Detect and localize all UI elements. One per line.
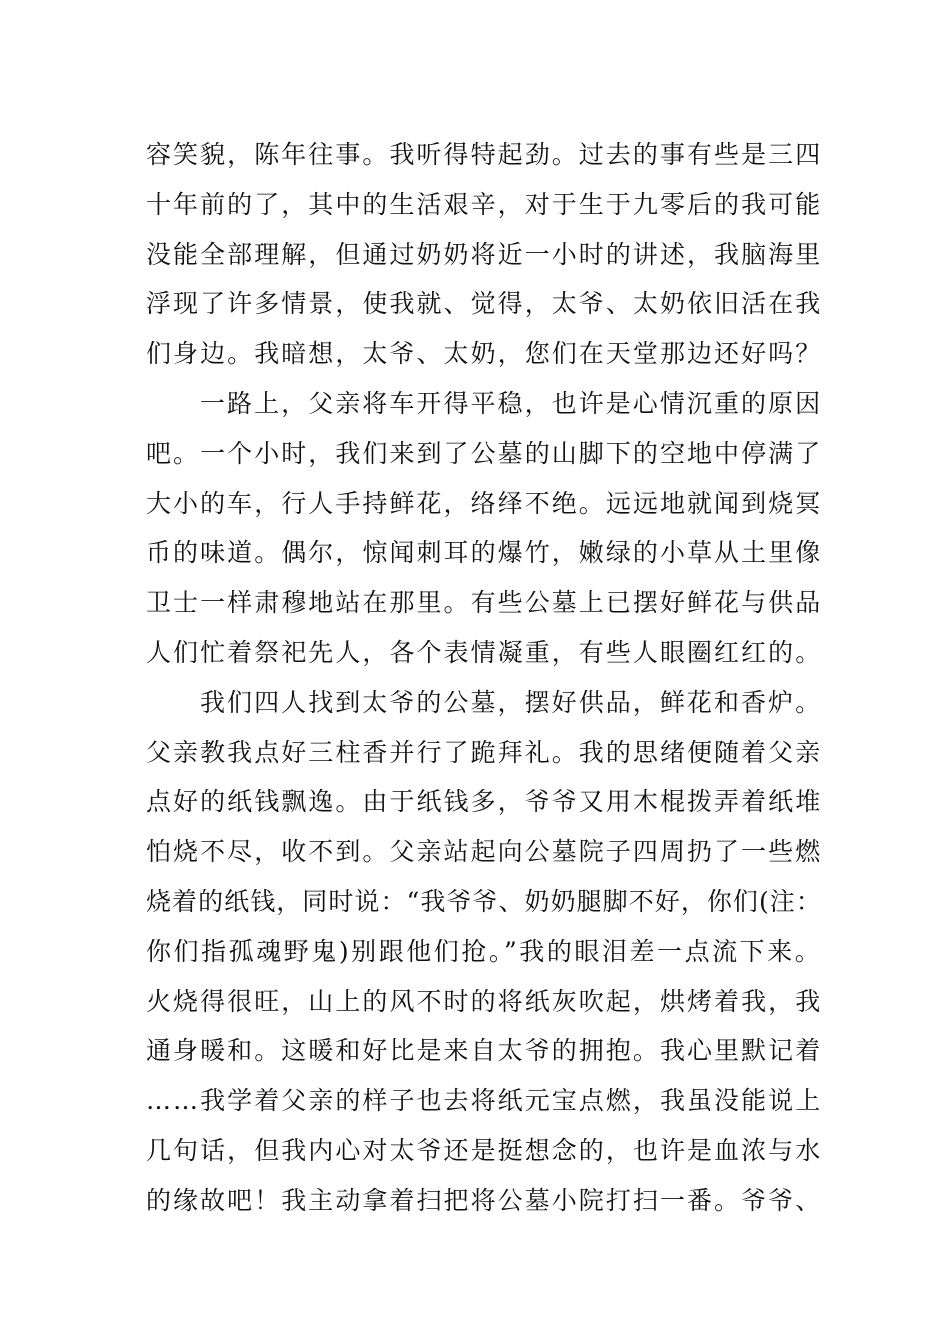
text-line: 点好的纸钱飘逸。由于纸钱多，爷爷又用木棍拨弄着纸堆 bbox=[146, 787, 823, 817]
text-line: 大小的车，行人手持鲜花，络绎不绝。远远地就闻到烧冥 bbox=[146, 488, 823, 518]
text-line: 父亲教我点好三柱香并行了跪拜礼。我的思绪便随着父亲 bbox=[146, 737, 823, 767]
text-line: 烧着的纸钱，同时说：“我爷爷、奶奶腿脚不好，你们(注： bbox=[146, 886, 822, 916]
text-line: 浮现了许多情景，使我就、觉得，太爷、太奶依旧活在我 bbox=[146, 289, 823, 319]
paragraph-start-line: 我们四人找到太爷的公墓，摆好供品，鲜花和香炉。 bbox=[200, 687, 823, 717]
text-line: 币的味道。偶尔，惊闻刺耳的爆竹，嫩绿的小草从土里像 bbox=[146, 538, 823, 568]
text-line: 通身暖和。这暖和好比是来自太爷的拥抱。我心里默记着 bbox=[146, 1036, 823, 1066]
text-line: 卫士一样肃穆地站在那里。有些公墓上已摆好鲜花与供品 bbox=[146, 588, 823, 618]
body-text bbox=[146, 130, 826, 1226]
text-line: ……我学着父亲的样子也去将纸元宝点燃，我虽没能说上 bbox=[146, 1086, 823, 1116]
text-line: 的缘故吧！我主动拿着扫把将公墓小院打扫一番。爷爷、 bbox=[146, 1185, 823, 1215]
text-line: 吧。一个小时，我们来到了公墓的山脚下的空地中停满了 bbox=[146, 438, 823, 468]
text-line: 你们指孤魂野鬼)别跟他们抢。”我的眼泪差一点流下来。 bbox=[146, 936, 823, 966]
text-line: 容笑貌，陈年往事。我听得特起劲。过去的事有些是三四 bbox=[146, 140, 823, 169]
paragraph-start-line: 一路上，父亲将车开得平稳，也许是心情沉重的原因 bbox=[200, 388, 823, 418]
text-line: 们身边。我暗想，太爷、太奶，您们在天堂那边还好吗？ bbox=[146, 339, 823, 369]
text-line: 十年前的了，其中的生活艰辛，对于生于九零后的我可能 bbox=[146, 189, 823, 219]
text-line: 人们忙着祭祀先人，各个表情凝重，有些人眼圈红红的。 bbox=[146, 637, 823, 667]
text-line: 没能全部理解，但通过奶奶将近一小时的讲述，我脑海里 bbox=[146, 239, 823, 269]
text-line: 几句话，但我内心对太爷还是挺想念的，也许是血浓与水 bbox=[146, 1135, 823, 1165]
text-line: 火烧得很旺，山上的风不时的将纸灰吹起，烘烤着我，我 bbox=[146, 986, 823, 1016]
text-line: 怕烧不尽，收不到。父亲站起向公墓院子四周扔了一些燃 bbox=[146, 837, 823, 867]
